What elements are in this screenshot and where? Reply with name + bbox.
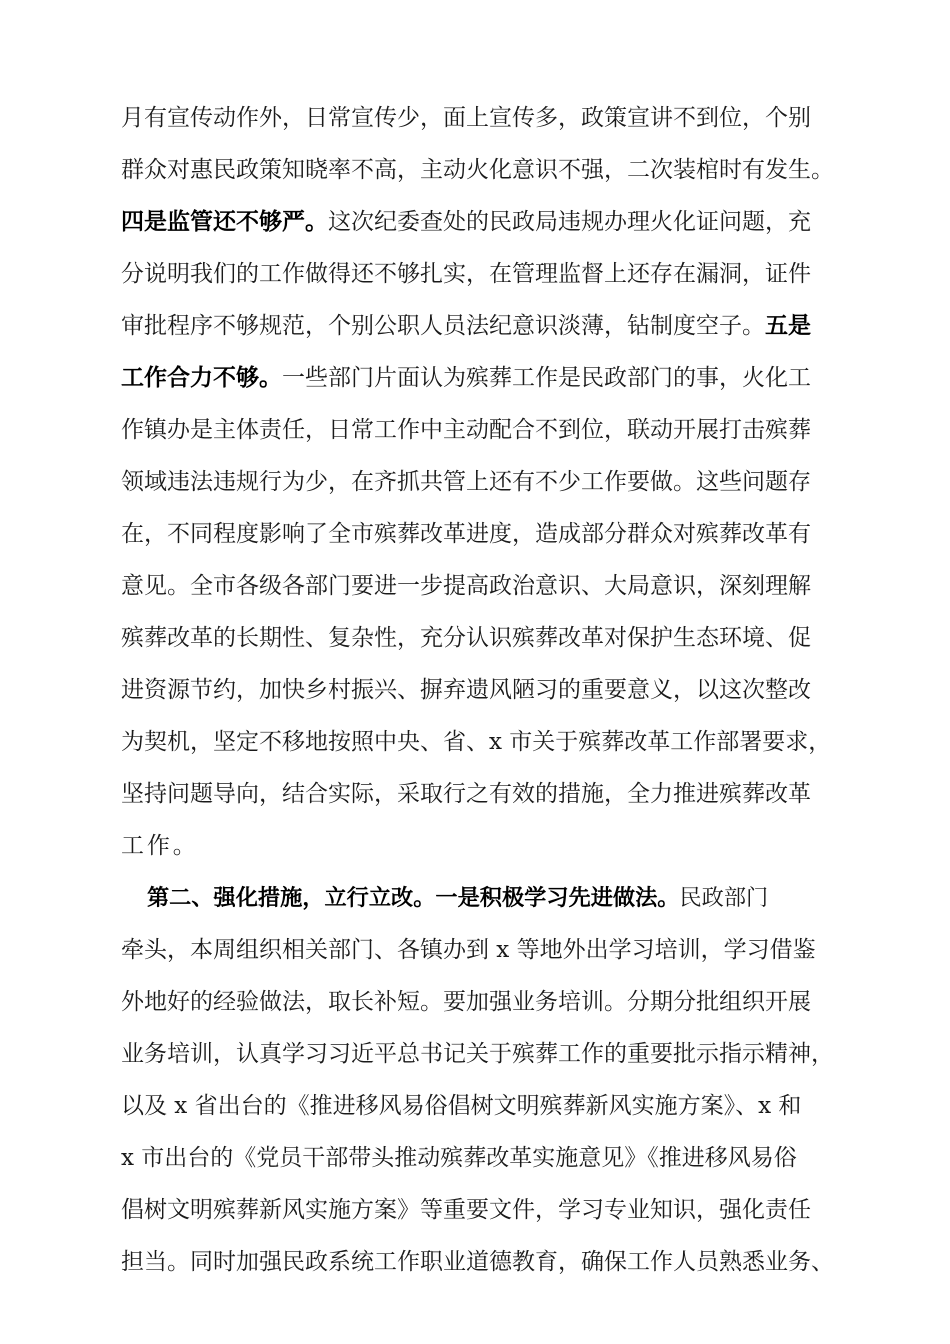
text-line — [121, 98, 861, 138]
text-run: 分说明我们的工作做得还不够扎实，在管理监督上还存在漏洞，证件 — [121, 261, 811, 287]
text-line — [121, 150, 861, 190]
text-run: 一些部门片面认为殡葬工作是民政部门的事，火化工 — [282, 365, 811, 391]
text-run: 坚持问题导向，结合实际，采取行之有效的措施，全力推进殡葬改革 — [121, 781, 811, 807]
text-line — [121, 410, 861, 450]
text-line — [147, 878, 887, 918]
text-run: 牵头，本周组织相关部门、各镇办到 x 等地外出学习培训，学习借鉴 — [121, 937, 816, 963]
text-run: 业务培训，认真学习习近平总书记关于殡葬工作的重要批示指示精神， — [121, 1041, 834, 1067]
text-run: 民政部门 — [679, 885, 769, 911]
text-run: 在，不同程度影响了全市殡葬改革进度，造成部分群众对殡葬改革有 — [121, 521, 811, 547]
text-line — [121, 826, 861, 866]
text-run: 殡葬改革的长期性、复杂性，充分认识殡葬改革对保护生态环境、促 — [121, 625, 811, 651]
text-run: 为契机，坚定不移地按照中央、省、x 市关于殡葬改革工作部署要求， — [121, 729, 832, 755]
bold-heading-run: 五是 — [765, 312, 811, 339]
text-run: 进资源节约，加快乡村振兴、摒弃遗风陋习的重要意义，以这次整改 — [121, 677, 811, 703]
bold-heading-run: 四是监管还不够严。 — [121, 208, 328, 235]
text-line — [121, 306, 861, 346]
bold-heading-run: 第二、强化措施，立行立改。一是积极学习先进做法。 — [147, 885, 680, 911]
text-run: 这次纪委查处的民政局违规办理火化证问题，充 — [328, 209, 811, 235]
text-line — [121, 1034, 861, 1074]
text-line — [121, 358, 861, 398]
text-line — [121, 514, 861, 554]
text-line — [121, 618, 861, 658]
bold-heading-run: 工作合力不够。 — [121, 364, 282, 391]
text-run: 审批程序不够规范，个别公职人员法纪意识淡薄，钻制度空子。 — [121, 313, 765, 339]
text-run: 倡树文明殡葬新风实施方案》等重要文件，学习专业知识，强化责任 — [121, 1197, 811, 1223]
text-line — [121, 462, 861, 502]
text-run: 作镇办是主体责任，日常工作中主动配合不到位，联动开展打击殡葬 — [121, 417, 811, 443]
text-run: x 市出台的《党员干部带头推动殡葬改革实施意见》《推进移风易俗 — [121, 1145, 797, 1171]
text-line — [121, 774, 861, 814]
text-run: 领域违法违规行为少，在齐抓共管上还有不少工作要做。这些问题存 — [121, 469, 811, 495]
text-line — [121, 670, 861, 710]
text-line — [121, 1242, 861, 1282]
text-line — [121, 982, 861, 1022]
text-line — [121, 1138, 861, 1178]
text-run: 外地好的经验做法，取长补短。要加强业务培训。分期分批组织开展 — [121, 989, 811, 1015]
text-run: 群众对惠民政策知晓率不高，主动火化意识不强，二次装棺时有发生。 — [121, 157, 834, 183]
text-line — [121, 202, 861, 242]
text-line — [121, 566, 861, 606]
text-line — [121, 254, 861, 294]
text-line — [121, 722, 861, 762]
text-line — [121, 1086, 861, 1126]
text-line — [121, 1190, 861, 1230]
text-run: 月有宣传动作外，日常宣传少，面上宣传多，政策宣讲不到位，个别 — [121, 105, 811, 131]
text-run: 以及 x 省出台的《推进移风易俗倡树文明殡葬新风实施方案》、x 和 — [121, 1093, 802, 1119]
text-run: 担当。同时加强民政系统工作职业道德教育，确保工作人员熟悉业务、 — [121, 1249, 834, 1275]
text-run: 意见。全市各级各部门要进一步提高政治意识、大局意识，深刻理解 — [121, 573, 811, 599]
text-run: 工作。 — [121, 833, 199, 859]
text-line — [121, 930, 861, 970]
